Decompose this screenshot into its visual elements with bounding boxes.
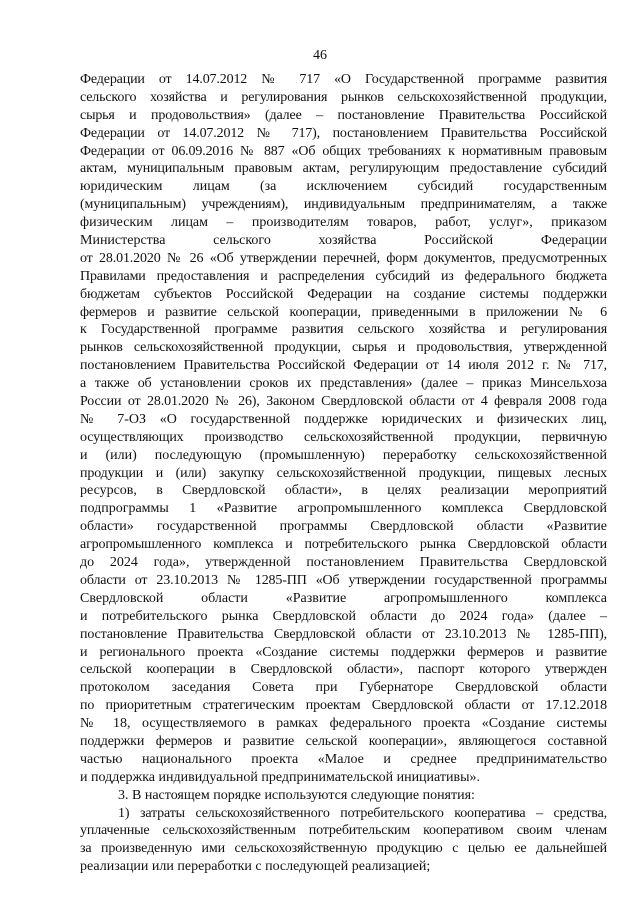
text-line: и (или) последующую (промышленную) переработку сельскохозяйственной — [80, 447, 607, 463]
text-line: по приоритетным стратегическим проектам Свердловской области от 17.12.2018 — [80, 698, 607, 714]
text-line: № 18, осуществляемого в рамках федерального проекта «Создание системы — [80, 716, 607, 732]
text-line: агропромышленного комплекса и потребительского рынка Свердловской области — [80, 537, 607, 553]
text-line: а также об установлении сроков их представления» (далее – приказ Минсельхоза — [80, 376, 607, 392]
text-line: постановление Правительства Свердловской области от 23.10.2013 № 1285-ПП), — [80, 626, 607, 642]
text-line: осуществляющих производство сельскохозяйственной продукции, первичную — [80, 429, 607, 445]
text-line: Министерства сельского хозяйства Российской Федерации — [80, 233, 607, 249]
text-line: от 28.01.2020 № 26 «Об утверждении перечней, форм документов, предусмотренных — [80, 250, 607, 266]
document-body — [80, 71, 607, 876]
text-line: юридическим лицам (за исключением субсидий государственным — [80, 179, 607, 195]
text-line: подпрограммы 1 «Развитие агропромышленного комплекса Свердловской — [80, 501, 607, 517]
text-line: и потребительского рынка Свердловской области до 2024 года» (далее – — [80, 608, 607, 624]
text-line: поддержки фермеров и развитие сельской кооперации», являющегося составной — [80, 733, 607, 749]
text-line: Федерации от 14.07.2012 № 717), постановлением Правительства Российской — [80, 125, 607, 141]
text-line: и поддержка индивидуальной предпринимательской инициативы». — [80, 769, 481, 785]
text-line: области от 23.10.2013 № 1285-ПП «Об утверждении государственной программы — [80, 572, 607, 588]
text-line: бюджетам субъектов Российской Федерации на создание системы поддержки — [80, 286, 607, 302]
text-line: актам, муниципальным правовым актам, регулирующим предоставление субсидий — [80, 161, 607, 177]
text-line: частью национального проекта «Малое и среднее предпринимательство — [80, 751, 607, 767]
text-line: Федерации от 14.07.2012 № 717 «О Государственной программе развития — [80, 72, 607, 87]
text-line: области» государственной программы Свердловской области «Развитие — [80, 519, 607, 535]
text-line: фермеров и развитие сельской кооперации, приведенными в приложении № 6 — [80, 304, 607, 320]
text-line: России от 28.01.2020 № 26), Законом Свердловской области от 4 февраля 2008 года — [80, 394, 607, 410]
text-line: к Государственной программе развития сельского хозяйства и регулирования — [80, 322, 607, 338]
text-line: за произведенную ими сельскохозяйственную продукцию с целью ее дальнейшей — [80, 841, 607, 857]
text-line: протоколом заседания Совета при Губернаторе Свердловской области — [80, 680, 607, 696]
text-line: рынков сельскохозяйственной продукции, сырья и продовольствия, утвержденной — [80, 340, 607, 356]
page-number: 46 — [313, 48, 327, 63]
text-line: до 2024 года», утвержденной постановлением Правительства Свердловской — [80, 555, 607, 571]
text-line: Федерации от 06.09.2016 № 887 «Об общих требованиях к нормативным правовым — [80, 143, 607, 159]
text-line: сырья и продовольствия» (далее – постановление Правительства Российской — [80, 107, 607, 123]
text-line: ресурсов, в Свердловской области», в целях реализации мероприятий — [80, 483, 607, 499]
text-line: 1) затраты сельскохозяйственного потребительского кооператива – средства, — [118, 805, 607, 821]
text-line: физическим лицам – производителям товаров, работ, услуг», приказом — [80, 215, 607, 231]
text-line: сельской кооперации в Свердловской области», паспорт которого утвержден — [80, 662, 607, 678]
text-line: продукции и (или) закупку сельскохозяйственной продукции, пищевых лесных — [80, 465, 607, 481]
text-line: Правилами предоставления и распределения субсидий из федерального бюджета — [80, 268, 607, 284]
text-line: реализации или переработки с последующей реализацией; — [80, 859, 431, 875]
text-line: уплаченные сельскохозяйственным потребительским кооперативом своим членам — [80, 823, 607, 839]
text-line: 3. В настоящем порядке используются следующие понятия: — [118, 787, 475, 803]
text-line: № 7-ОЗ «О государственной поддержке юридических и физических лиц, — [80, 411, 607, 427]
text-line: сельского хозяйства и регулирования рынков сельскохозяйственной продукции, — [80, 89, 607, 105]
text-line: (муниципальным) учреждениям), индивидуальным предпринимателям, а также — [80, 197, 607, 213]
text-line: и регионального проекта «Создание системы поддержки фермеров и развитие — [80, 644, 607, 660]
text-line: Свердловской области «Развитие агропромышленного комплекса — [80, 590, 607, 606]
text-line: постановлением Правительства Российской Федерации от 14 июля 2012 г. № 717, — [80, 358, 607, 374]
